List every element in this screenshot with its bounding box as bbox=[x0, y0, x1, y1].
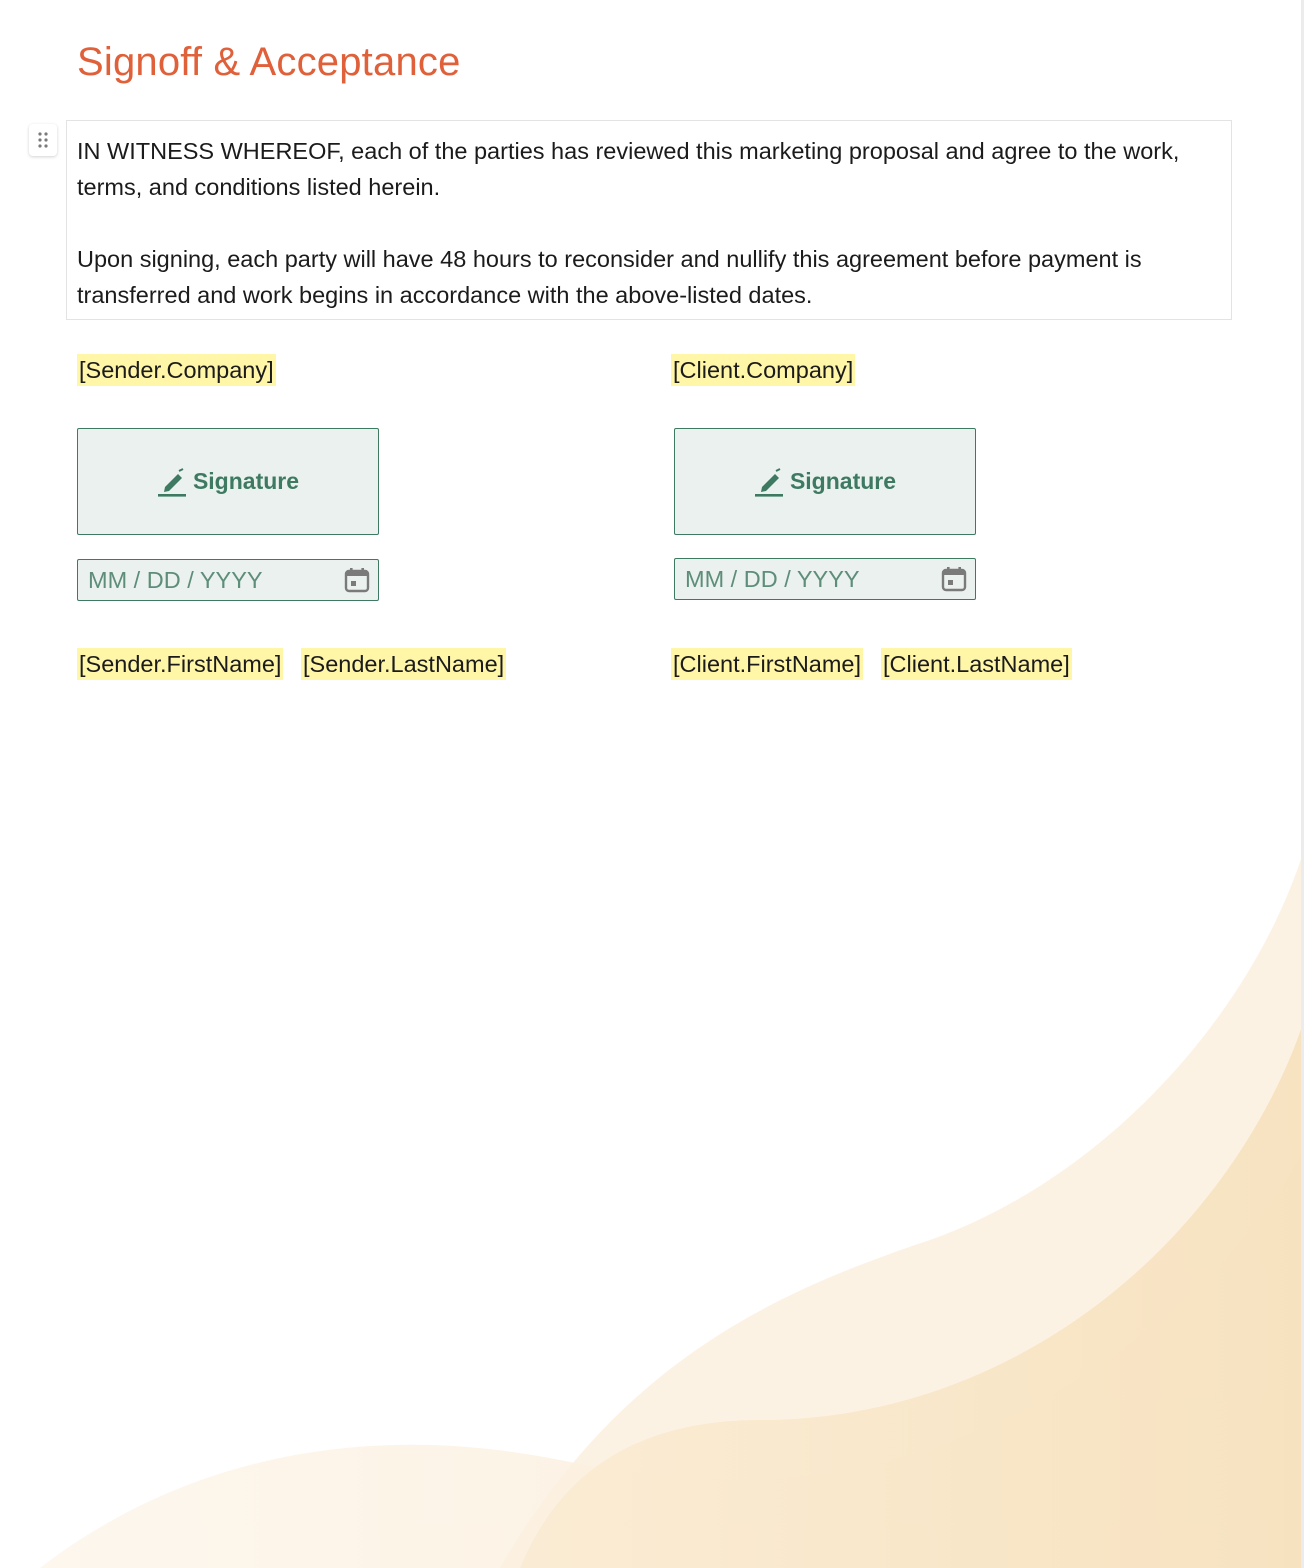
sender-first-name-tag[interactable]: [Sender.FirstName] bbox=[77, 648, 283, 680]
page-title: Signoff & Acceptance bbox=[77, 40, 461, 84]
pen-icon bbox=[157, 467, 187, 497]
client-signature-label: Signature bbox=[789, 468, 897, 494]
sender-last-name-tag[interactable]: [Sender.LastName] bbox=[301, 648, 506, 680]
calendar-icon[interactable] bbox=[941, 566, 967, 592]
client-date-placeholder: MM / DD / YYYY bbox=[685, 566, 860, 592]
client-company-tag[interactable]: [Client.Company] bbox=[671, 354, 855, 386]
calendar-icon[interactable] bbox=[344, 567, 370, 593]
sender-date-field[interactable] bbox=[77, 559, 379, 601]
client-first-name-tag[interactable]: [Client.FirstName] bbox=[671, 648, 863, 680]
witness-text-block[interactable] bbox=[66, 120, 1232, 320]
client-date-field[interactable] bbox=[674, 558, 976, 600]
drag-handle-icon[interactable] bbox=[29, 124, 57, 156]
pen-icon bbox=[754, 467, 784, 497]
paragraph-witness: IN WITNESS WHEREOF, each of the parties has reviewed this marketing proposal and agree to the work, terms, and conditions listed herein. bbox=[77, 138, 1180, 200]
client-last-name-tag[interactable]: [Client.LastName] bbox=[881, 648, 1072, 680]
sender-date-placeholder: MM / DD / YYYY bbox=[88, 567, 263, 593]
client-signature-button[interactable] bbox=[674, 428, 976, 535]
sender-signature-label: Signature bbox=[192, 468, 300, 494]
sender-company-tag[interactable]: [Sender.Company] bbox=[77, 354, 276, 386]
sender-signature-button[interactable] bbox=[77, 428, 379, 535]
paragraph-reconsider: Upon signing, each party will have 48 hours to reconsider and nullify this agreement before payment is transferred and work begins in accordance with the above-listed dates. bbox=[77, 246, 1142, 308]
